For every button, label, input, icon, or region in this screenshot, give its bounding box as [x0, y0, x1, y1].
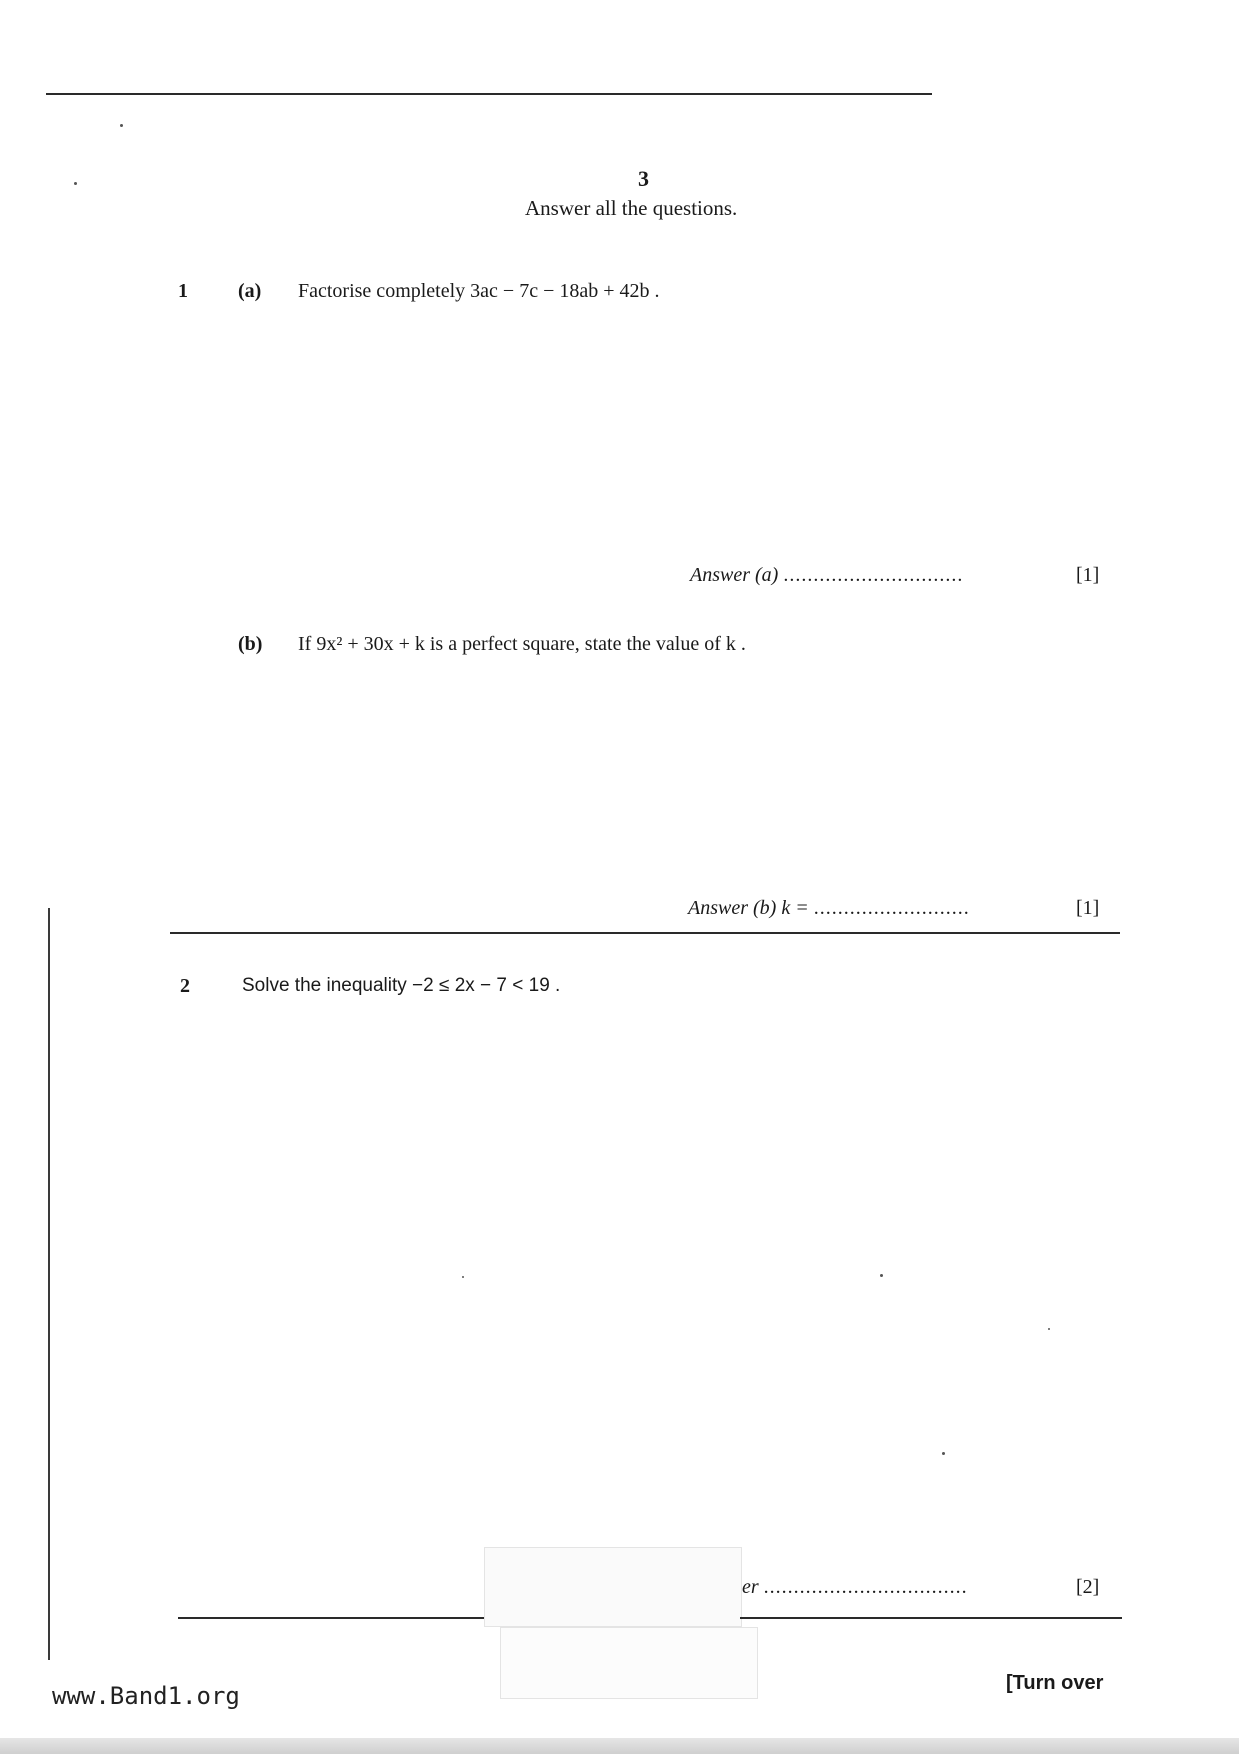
question-1-number: 1 — [178, 280, 188, 302]
watermark-url: www.Band1.org — [52, 1682, 240, 1710]
scan-speck — [1048, 1328, 1050, 1330]
answer-1b-field[interactable]: .......................... — [813, 897, 970, 919]
marks-1a: [1] — [1076, 564, 1100, 586]
answer-2-line — [742, 1576, 968, 1599]
scan-speck — [120, 124, 123, 127]
scan-smudge-lower — [500, 1627, 758, 1699]
marks-1b: [1] — [1076, 897, 1100, 919]
marks-2: [2] — [1076, 1576, 1100, 1598]
question-2-text: Solve the inequality −2 ≤ 2x − 7 < 19 . — [242, 975, 561, 996]
answer-1b-line — [688, 897, 970, 920]
instructions: Answer all the questions. — [525, 196, 738, 220]
left-margin-line — [48, 908, 50, 1660]
question-1a-text: Factorise completely 3ac − 7c − 18ab + 42b . — [298, 280, 660, 302]
scan-speck — [462, 1276, 464, 1278]
question-1b-text: If 9x² + 30x + k is a perfect square, state the value of k . — [298, 633, 746, 655]
scan-speck — [942, 1452, 945, 1455]
question-1b-label: (b) — [238, 633, 263, 655]
answer-2-label: er — [742, 1576, 759, 1598]
page-number: 3 — [638, 166, 649, 191]
answer-1a-label: Answer (a) — [690, 564, 779, 586]
bottom-rule-left — [178, 1617, 484, 1619]
turn-over: [Turn over — [1006, 1672, 1104, 1694]
answer-2-field[interactable]: .................................. — [763, 1576, 968, 1598]
top-rule — [46, 93, 932, 95]
scan-smudge — [484, 1547, 742, 1627]
question-1a-label: (a) — [238, 280, 262, 302]
question-separator — [170, 932, 1120, 934]
scan-speck — [74, 182, 77, 185]
answer-1a-field[interactable]: .............................. — [783, 564, 964, 586]
scan-speck — [880, 1274, 883, 1277]
question-2-number: 2 — [180, 975, 190, 997]
answer-1a-line — [690, 564, 963, 587]
bottom-rule-right — [740, 1617, 1122, 1619]
answer-1b-label: Answer (b) k = — [688, 897, 809, 919]
scan-edge — [0, 1738, 1239, 1754]
